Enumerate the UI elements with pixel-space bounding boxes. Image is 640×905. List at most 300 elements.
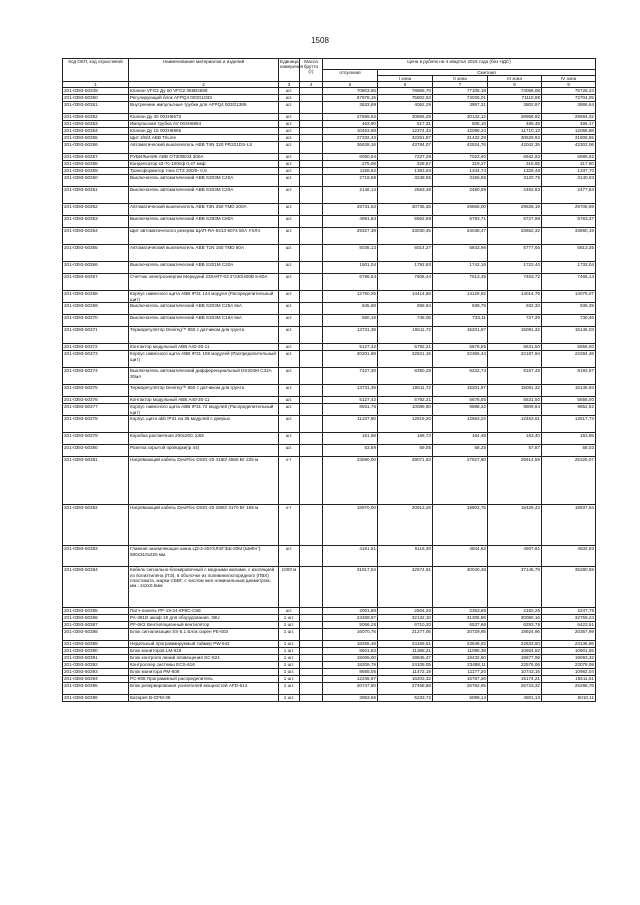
item-mass — [300, 187, 323, 204]
item-code: 201-0393-50374 — [63, 368, 129, 385]
price-otpusk: 4991,83 — [323, 216, 378, 228]
item-name: Нагревающий кабель DeviFlex DSIG-20 4180/ 4565 Вт 225 м — [129, 457, 279, 505]
item-name: Главная заземляющая шина ЦЗ-3-20УХЛ3/ГЗШ-20М (ШкФн"): 580х310х220 мм. — [129, 546, 279, 567]
item-name: РУБИЛЬНИК ABB OT300E03 300A — [129, 154, 279, 161]
price-zone-1: 27468,88 — [378, 683, 433, 695]
price-zone-4: 6985,82 — [542, 154, 596, 161]
item-code: 201-0393-50364 — [63, 228, 129, 245]
item-code: 201-0393-50363 — [63, 216, 129, 228]
price-otpusk: 67978,15 — [323, 95, 378, 102]
price-otpusk: 25731,63 — [323, 204, 378, 216]
price-otpusk: 53,69 — [323, 445, 378, 457]
price-zone-3: 5631,50 — [488, 397, 542, 404]
price-zone-4: 1337,70 — [542, 168, 596, 175]
price-otpusk: 29327,39 — [323, 228, 378, 245]
item-code: 201-0393-50394 — [63, 676, 129, 683]
item-unit: шт. — [279, 404, 300, 416]
item-name: Щит автоматического резерва ЩАП-RA-6313-5074 50А УХЛ4 — [129, 228, 279, 245]
price-zone-1: 15511,72 — [378, 385, 433, 397]
price-zone-2: 15201,97 — [433, 327, 488, 344]
item-mass — [300, 505, 323, 546]
price-zone-3: 5777,66 — [488, 245, 542, 262]
price-zone-1: 5792,21 — [378, 397, 433, 404]
price-zone-2: 4844,62 — [433, 546, 488, 567]
price-zone-1: 32132,10 — [378, 615, 433, 622]
header-code: Код ОКП, код отраслевой — [63, 59, 129, 82]
price-zone-3: 42042,35 — [488, 142, 542, 154]
price-zone-3: 485,49 — [488, 121, 542, 128]
item-code: 201-0393-50395 — [63, 683, 129, 695]
item-unit: шт. — [279, 142, 300, 154]
price-zone-2: 58,25 — [433, 445, 488, 457]
price-zone-2: 30132,12 — [433, 114, 488, 121]
item-mass — [300, 154, 323, 161]
table-row — [63, 615, 596, 622]
item-mass — [300, 135, 323, 142]
price-zone-2: 319,27 — [433, 161, 488, 168]
item-code: 201-0393-50377 — [63, 404, 129, 416]
item-code: 201-0393-50386 — [63, 615, 129, 622]
price-otpusk: 5127,42 — [323, 344, 378, 351]
item-unit: шт. — [279, 385, 300, 397]
price-zone-1: 12374,43 — [378, 128, 433, 135]
price-zone-4: 32759,24 — [542, 615, 596, 622]
item-mass — [300, 344, 323, 351]
item-unit: шт. — [279, 161, 300, 168]
price-otpusk: 6786,54 — [323, 274, 378, 291]
price-zone-4: 496,17 — [542, 121, 596, 128]
table-row — [63, 262, 596, 274]
item-mass — [300, 669, 323, 676]
price-otpusk: 6050,64 — [323, 154, 378, 161]
price-zone-2: 5676,55 — [433, 344, 488, 351]
price-zone-4: 18937,54 — [542, 505, 596, 546]
price-zone-1: 14414,66 — [378, 291, 433, 303]
item-mass — [300, 676, 323, 683]
table-row — [63, 344, 596, 351]
table-row — [63, 327, 596, 344]
table-row — [63, 641, 596, 648]
price-zone-3: 3802,97 — [488, 102, 542, 114]
item-mass — [300, 315, 323, 327]
item-mass — [300, 142, 323, 154]
price-zone-3: 3120,75 — [488, 175, 542, 187]
price-zone-3: 2182,25 — [488, 608, 542, 615]
price-zone-2: 23548,02 — [433, 641, 488, 648]
item-mass — [300, 291, 323, 303]
item-unit: шт. — [279, 315, 300, 327]
price-zone-4: 1733,04 — [542, 262, 596, 274]
table-row — [63, 161, 596, 168]
table-row — [63, 676, 596, 683]
item-mass — [300, 385, 323, 397]
price-zone-1: 24169,51 — [378, 641, 433, 648]
item-code: 201-0393-50390 — [63, 648, 129, 655]
item-unit: шт. — [279, 204, 300, 216]
item-unit: шт. — [279, 351, 300, 368]
item-unit: шт. — [279, 114, 300, 121]
price-zone-2: 11177,20 — [433, 669, 488, 676]
price-zone-3: 2462,63 — [488, 187, 542, 204]
price-otpusk: 13731,39 — [323, 385, 378, 397]
price-zone-2: 15201,97 — [433, 385, 488, 397]
item-unit: шт. — [279, 88, 300, 95]
table-row — [63, 505, 596, 546]
item-mass — [300, 128, 323, 135]
table-row — [63, 303, 596, 315]
price-zone-3: 10664,52 — [488, 648, 542, 655]
price-zone-1: 30735,35 — [378, 204, 433, 216]
item-unit: шт. — [279, 397, 300, 404]
header-otpusk: отпускная — [323, 70, 378, 82]
price-zone-2: 74026,01 — [433, 95, 488, 102]
item-name: Кабель сигнально-блокировочный с медными жилами, с изоляцией из полиэтилена (ПЭ), в оболочке из поливинилхлоридного (ПВХ) пластиката, марки СБВГ, с числом жил номинальным диаметром, мм.: 2х2х0,5мм — [129, 567, 279, 608]
col-number: 9 — [542, 82, 596, 88]
price-zone-3: 315,65 — [488, 161, 542, 168]
price-zone-2: 8222,74 — [433, 368, 488, 385]
price-otpusk: 36639,16 — [323, 142, 378, 154]
price-zone-2: 20729,95 — [433, 629, 488, 641]
item-code: 201-0393-50376 — [63, 397, 129, 404]
price-zone-1: 5792,21 — [378, 344, 433, 351]
item-name: Контактор модульный ABB A40-30-11 — [129, 397, 279, 404]
price-zone-4: 75728,24 — [542, 88, 596, 95]
price-zone-2: 7022,60 — [433, 154, 488, 161]
price-zone-3: 9809,84 — [488, 404, 542, 416]
price-zone-3: 727,29 — [488, 315, 542, 327]
item-unit: шт. — [279, 121, 300, 128]
price-zone-2: 19432,60 — [433, 655, 488, 662]
item-name: Блок сигнализации SS-5.1 Блок сирен PE-603 — [129, 629, 279, 641]
price-zone-3: 6942,93 — [488, 154, 542, 161]
table-row — [63, 274, 596, 291]
price-zone-2: 23488,11 — [433, 662, 488, 669]
item-mass — [300, 397, 323, 404]
item-mass — [300, 445, 323, 457]
item-name: PF-6K2 Вентиляционный вентилятор — [129, 622, 279, 629]
item-name: Терморегулятор Devireg™ 850 с датчиком для грунта — [129, 327, 279, 344]
item-name: Блок монитора PM-608 — [129, 669, 279, 676]
price-zone-4: 5763,37 — [542, 216, 596, 228]
table-row — [63, 655, 596, 662]
price-zone-4: 58,03 — [542, 445, 596, 457]
table-row — [63, 397, 596, 404]
price-zone-1: 517,31 — [378, 121, 433, 128]
price-zone-1: 2563,48 — [378, 187, 433, 204]
price-zone-1: 12819,20 — [378, 416, 433, 433]
price-zone-1: 11472,19 — [378, 669, 433, 676]
item-code: 201-0393-50372 — [63, 344, 129, 351]
item-code: 201-0393-50353 — [63, 121, 129, 128]
item-code: 201-0393-50370 — [63, 315, 129, 327]
price-otpusk: 2001,86 — [323, 608, 378, 615]
price-zone-1: 21277,06 — [378, 629, 433, 641]
item-mass — [300, 404, 323, 416]
price-zone-2: 34038,47 — [433, 228, 488, 245]
price-zone-1: 43784,07 — [378, 142, 433, 154]
price-zone-4: 2477,84 — [542, 187, 596, 204]
item-mass — [300, 303, 323, 315]
price-otpusk: 23590,00 — [323, 457, 378, 505]
price-zone-1: 19945,47 — [378, 655, 433, 662]
price-zone-2: 11095,38 — [433, 648, 488, 655]
price-otpusk: 27669,53 — [323, 114, 378, 121]
item-code: 201-0393-50378 — [63, 416, 129, 433]
item-mass — [300, 168, 323, 175]
price-zone-4: 35280,59 — [542, 567, 596, 608]
item-unit: 1 шт. — [279, 655, 300, 662]
item-mass — [300, 121, 323, 128]
price-otpusk: 12236,97 — [323, 676, 378, 683]
price-otpusk: 10463,69 — [323, 128, 378, 135]
price-zone-2: 2353,66 — [433, 608, 488, 615]
item-code: 201-0393-50375 — [63, 385, 129, 397]
item-unit: шт. — [279, 216, 300, 228]
price-zone-4: 23136,86 — [542, 641, 596, 648]
price-otpusk: 8931,76 — [323, 404, 378, 416]
item-name: Корпус щита abb IP31 на 36 модулей с дверью — [129, 416, 279, 433]
table-row — [63, 368, 596, 385]
price-zone-3: 18677,99 — [488, 655, 542, 662]
price-otpusk: 275,08 — [323, 161, 378, 168]
item-name: Контроллер системы ECS-616 — [129, 662, 279, 669]
price-zone-4: 3886,64 — [542, 102, 596, 114]
table-row — [63, 154, 596, 161]
header-zone-3: III зона — [488, 76, 542, 82]
price-zone-3: 7453,72 — [488, 274, 542, 291]
price-zone-4: 15511,61 — [542, 676, 596, 683]
item-unit: 1 шт. — [279, 683, 300, 695]
item-name: Коробка распаечная 200х200, ip55 — [129, 433, 279, 445]
price-otpusk: 11347,90 — [323, 416, 378, 433]
item-code: 201-0393-50371 — [63, 327, 129, 344]
table-row — [63, 204, 596, 216]
price-zone-1: 4052,29 — [378, 102, 433, 114]
item-name: Выключатель автоматический ABB S203M C40A — [129, 175, 279, 187]
item-unit: шт. — [279, 228, 300, 245]
table-row — [63, 608, 596, 615]
price-otpusk: 8601,82 — [323, 648, 378, 655]
price-otpusk: 70803,65 — [323, 88, 378, 95]
item-code: 201-0393-50391 — [63, 655, 129, 662]
price-zone-2: 77105,18 — [433, 88, 488, 95]
item-unit: 1 шт. — [279, 695, 300, 702]
item-code: 201-0393-50373 — [63, 351, 129, 368]
item-unit: шт. — [279, 245, 300, 262]
price-otpusk: 5035,13 — [323, 245, 378, 262]
price-zone-2: 29865,00 — [433, 204, 488, 216]
price-zone-3: 15174,21 — [488, 676, 542, 683]
item-name: PA-391D шкаф 19 для оборудования, 36U — [129, 615, 279, 622]
price-zone-2: 3156,55 — [433, 175, 488, 187]
price-zone-3: 5631,50 — [488, 344, 542, 351]
price-otpusk: 3953,66 — [323, 695, 378, 702]
item-code: 201-0393-50349 — [63, 88, 129, 95]
price-zone-2: 505,18 — [433, 121, 488, 128]
item-name: Автоматический выключатель ABB T4N 320 PR221DS-LS — [129, 142, 279, 154]
price-zone-3: 57,87 — [488, 445, 542, 457]
price-zone-3: 18426,43 — [488, 505, 542, 546]
price-otpusk: 20747,50 — [323, 683, 378, 695]
price-zone-1: 11388,21 — [378, 648, 433, 655]
item-unit: шт. — [279, 327, 300, 344]
item-unit: 1 шт. — [279, 641, 300, 648]
price-zone-2: 31432,29 — [433, 135, 488, 142]
price-zone-2: 5793,71 — [433, 216, 488, 228]
item-code: 201-0393-50365 — [63, 245, 129, 262]
item-code: 201-0393-50361 — [63, 187, 129, 204]
item-mass — [300, 88, 323, 95]
item-unit: шт. — [279, 445, 300, 457]
item-code: 201-0393-50362 — [63, 204, 129, 216]
item-name: Корпус навесного щита ABB IP31 144 модуля (Распределительный щит) — [129, 291, 279, 303]
table-row — [63, 546, 596, 567]
table-row — [63, 216, 596, 228]
item-name: Щит 2/8/4 ABB TriLine — [129, 135, 279, 142]
price-otpusk: 27332,43 — [323, 135, 378, 142]
price-zone-2: 12096,24 — [433, 128, 488, 135]
header-mass: Масса брутто (т) — [300, 59, 323, 82]
price-otpusk: 16070,76 — [323, 629, 378, 641]
price-zone-2: 1742,16 — [433, 262, 488, 274]
item-code: 201-0393-50360 — [63, 175, 129, 187]
col-number: 8 — [488, 82, 542, 88]
item-name: Выключатель автоматический дифференциальный DS204M C32A 30мА — [129, 368, 279, 385]
price-zone-4: 7466,14 — [542, 274, 596, 291]
price-table-body — [63, 88, 596, 702]
item-code: 201-0393-50396 — [63, 695, 129, 702]
price-zone-4: 4632,93 — [542, 546, 596, 567]
item-unit: 1 шт. — [279, 662, 300, 669]
item-unit: шт. — [279, 102, 300, 114]
price-zone-4: 163,85 — [542, 433, 596, 445]
header-price-title: Цена в рублях на 4 квартал 2015 года (без НДС) — [323, 59, 596, 70]
item-code: 201-0393-50351 — [63, 102, 129, 114]
item-mass — [300, 567, 323, 608]
item-unit: шт. — [279, 368, 300, 385]
table-row — [63, 175, 596, 187]
header-zone-4: IV зона — [542, 76, 596, 82]
table-row — [63, 142, 596, 154]
price-zone-3: 163,40 — [488, 433, 542, 445]
price-zone-3: 19924,96 — [488, 629, 542, 641]
price-zone-3: 10743,16 — [488, 669, 542, 676]
price-zone-1: 7606,44 — [378, 274, 433, 291]
item-name: Выключатель автоматический ABB S203M C16A 6кА — [129, 315, 279, 327]
price-zone-1: 3248,55 — [378, 175, 433, 187]
price-zone-2: 42524,76 — [433, 142, 488, 154]
price-zone-2: 40040,48 — [433, 567, 488, 608]
price-zone-4: 29594,02 — [542, 114, 596, 121]
item-code: 201-0393-50383 — [63, 546, 129, 567]
price-zone-1: 59,05 — [378, 445, 433, 457]
table-row — [63, 88, 596, 95]
table-row — [63, 168, 596, 175]
item-unit: 1 шт. — [279, 669, 300, 676]
price-zone-4: 12517,73 — [542, 416, 596, 433]
item-code: 201-0393-50387 — [63, 622, 129, 629]
price-zone-1: 32261,87 — [378, 135, 433, 142]
price-zone-4: 72704,05 — [542, 95, 596, 102]
item-mass — [300, 204, 323, 216]
item-name: Автоматический выключатель ABB T1N 160 TMD 50A — [129, 245, 279, 262]
item-mass — [300, 95, 323, 102]
price-zone-3: 30529,93 — [488, 135, 542, 142]
price-zone-2: 733,11 — [433, 315, 488, 327]
price-zone-2: 939,79 — [433, 303, 488, 315]
item-mass — [300, 274, 323, 291]
price-zone-3: 4901,13 — [488, 695, 542, 702]
price-zone-3: 15081,32 — [488, 327, 542, 344]
item-name: Счетчик электроэнергии Меркурий 230ART-03 3*230/400В 5-60А — [129, 274, 279, 291]
price-zone-2: 9888,32 — [433, 404, 488, 416]
price-zone-4: 12086,88 — [542, 128, 596, 135]
item-name: Внутренние импульсные трубки для AFPQ4 003G1385 — [129, 102, 279, 114]
price-zone-3: 25723,32 — [488, 683, 542, 695]
table-row — [63, 245, 596, 262]
item-mass — [300, 102, 323, 114]
item-mass — [300, 228, 323, 245]
price-zone-1: 15511,72 — [378, 327, 433, 344]
item-code: 201-0393-50384 — [63, 567, 129, 608]
table-row — [63, 95, 596, 102]
item-code: 201-0393-50393 — [63, 669, 129, 676]
price-zone-1: 2504,20 — [378, 608, 433, 615]
price-zone-3: 1329,48 — [488, 168, 542, 175]
table-row — [63, 695, 596, 702]
item-mass — [300, 662, 323, 669]
item-name: Выключатель автоматический ABB S293M C80A — [129, 216, 279, 228]
price-zone-1: 22821,15 — [378, 351, 433, 368]
item-unit: шт. — [279, 274, 300, 291]
item-unit: к-т — [279, 505, 300, 546]
item-unit: шт. — [279, 608, 300, 615]
table-row — [63, 351, 596, 368]
table-row — [63, 315, 596, 327]
item-unit: шт. — [279, 291, 300, 303]
col-number: 6 — [378, 82, 433, 88]
item-mass — [300, 114, 323, 121]
price-zone-3: 37145,79 — [488, 567, 542, 608]
item-code: 201-0393-50357 — [63, 154, 129, 161]
price-zone-1: 10089,80 — [378, 404, 433, 416]
item-code: 201-0393-50355 — [63, 135, 129, 142]
price-zone-4: 5010,11 — [542, 695, 596, 702]
item-mass — [300, 416, 323, 433]
item-mass — [300, 608, 323, 615]
price-zone-1: 748,05 — [378, 315, 433, 327]
price-zone-4: 3140,03 — [542, 175, 596, 187]
price-zone-4: 8192,97 — [542, 368, 596, 385]
item-unit: шт. — [279, 135, 300, 142]
item-mass — [300, 245, 323, 262]
price-zone-4: 730,46 — [542, 315, 596, 327]
item-code: 201-0393-50352 — [63, 114, 129, 121]
item-unit: шт. — [279, 546, 300, 567]
header-name: Наименование материалов и изделий — [129, 59, 279, 82]
header-zone-2: II зона — [433, 76, 488, 82]
price-zone-2: 15787,26 — [433, 676, 488, 683]
item-name: Трансформатор тока СТЗ 200/5- 0,5 — [129, 168, 279, 175]
item-mass — [300, 327, 323, 344]
item-name: Выключатель автоматический ABB S201M C20A — [129, 262, 279, 274]
item-unit: шт. — [279, 154, 300, 161]
price-otpusk: 2719,68 — [323, 175, 378, 187]
item-name: Недельный программируемый таймер PW-642 — [129, 641, 279, 648]
price-zone-4: 19093,32 — [542, 655, 596, 662]
item-mass — [300, 433, 323, 445]
price-zone-3: 71110,88 — [488, 95, 542, 102]
